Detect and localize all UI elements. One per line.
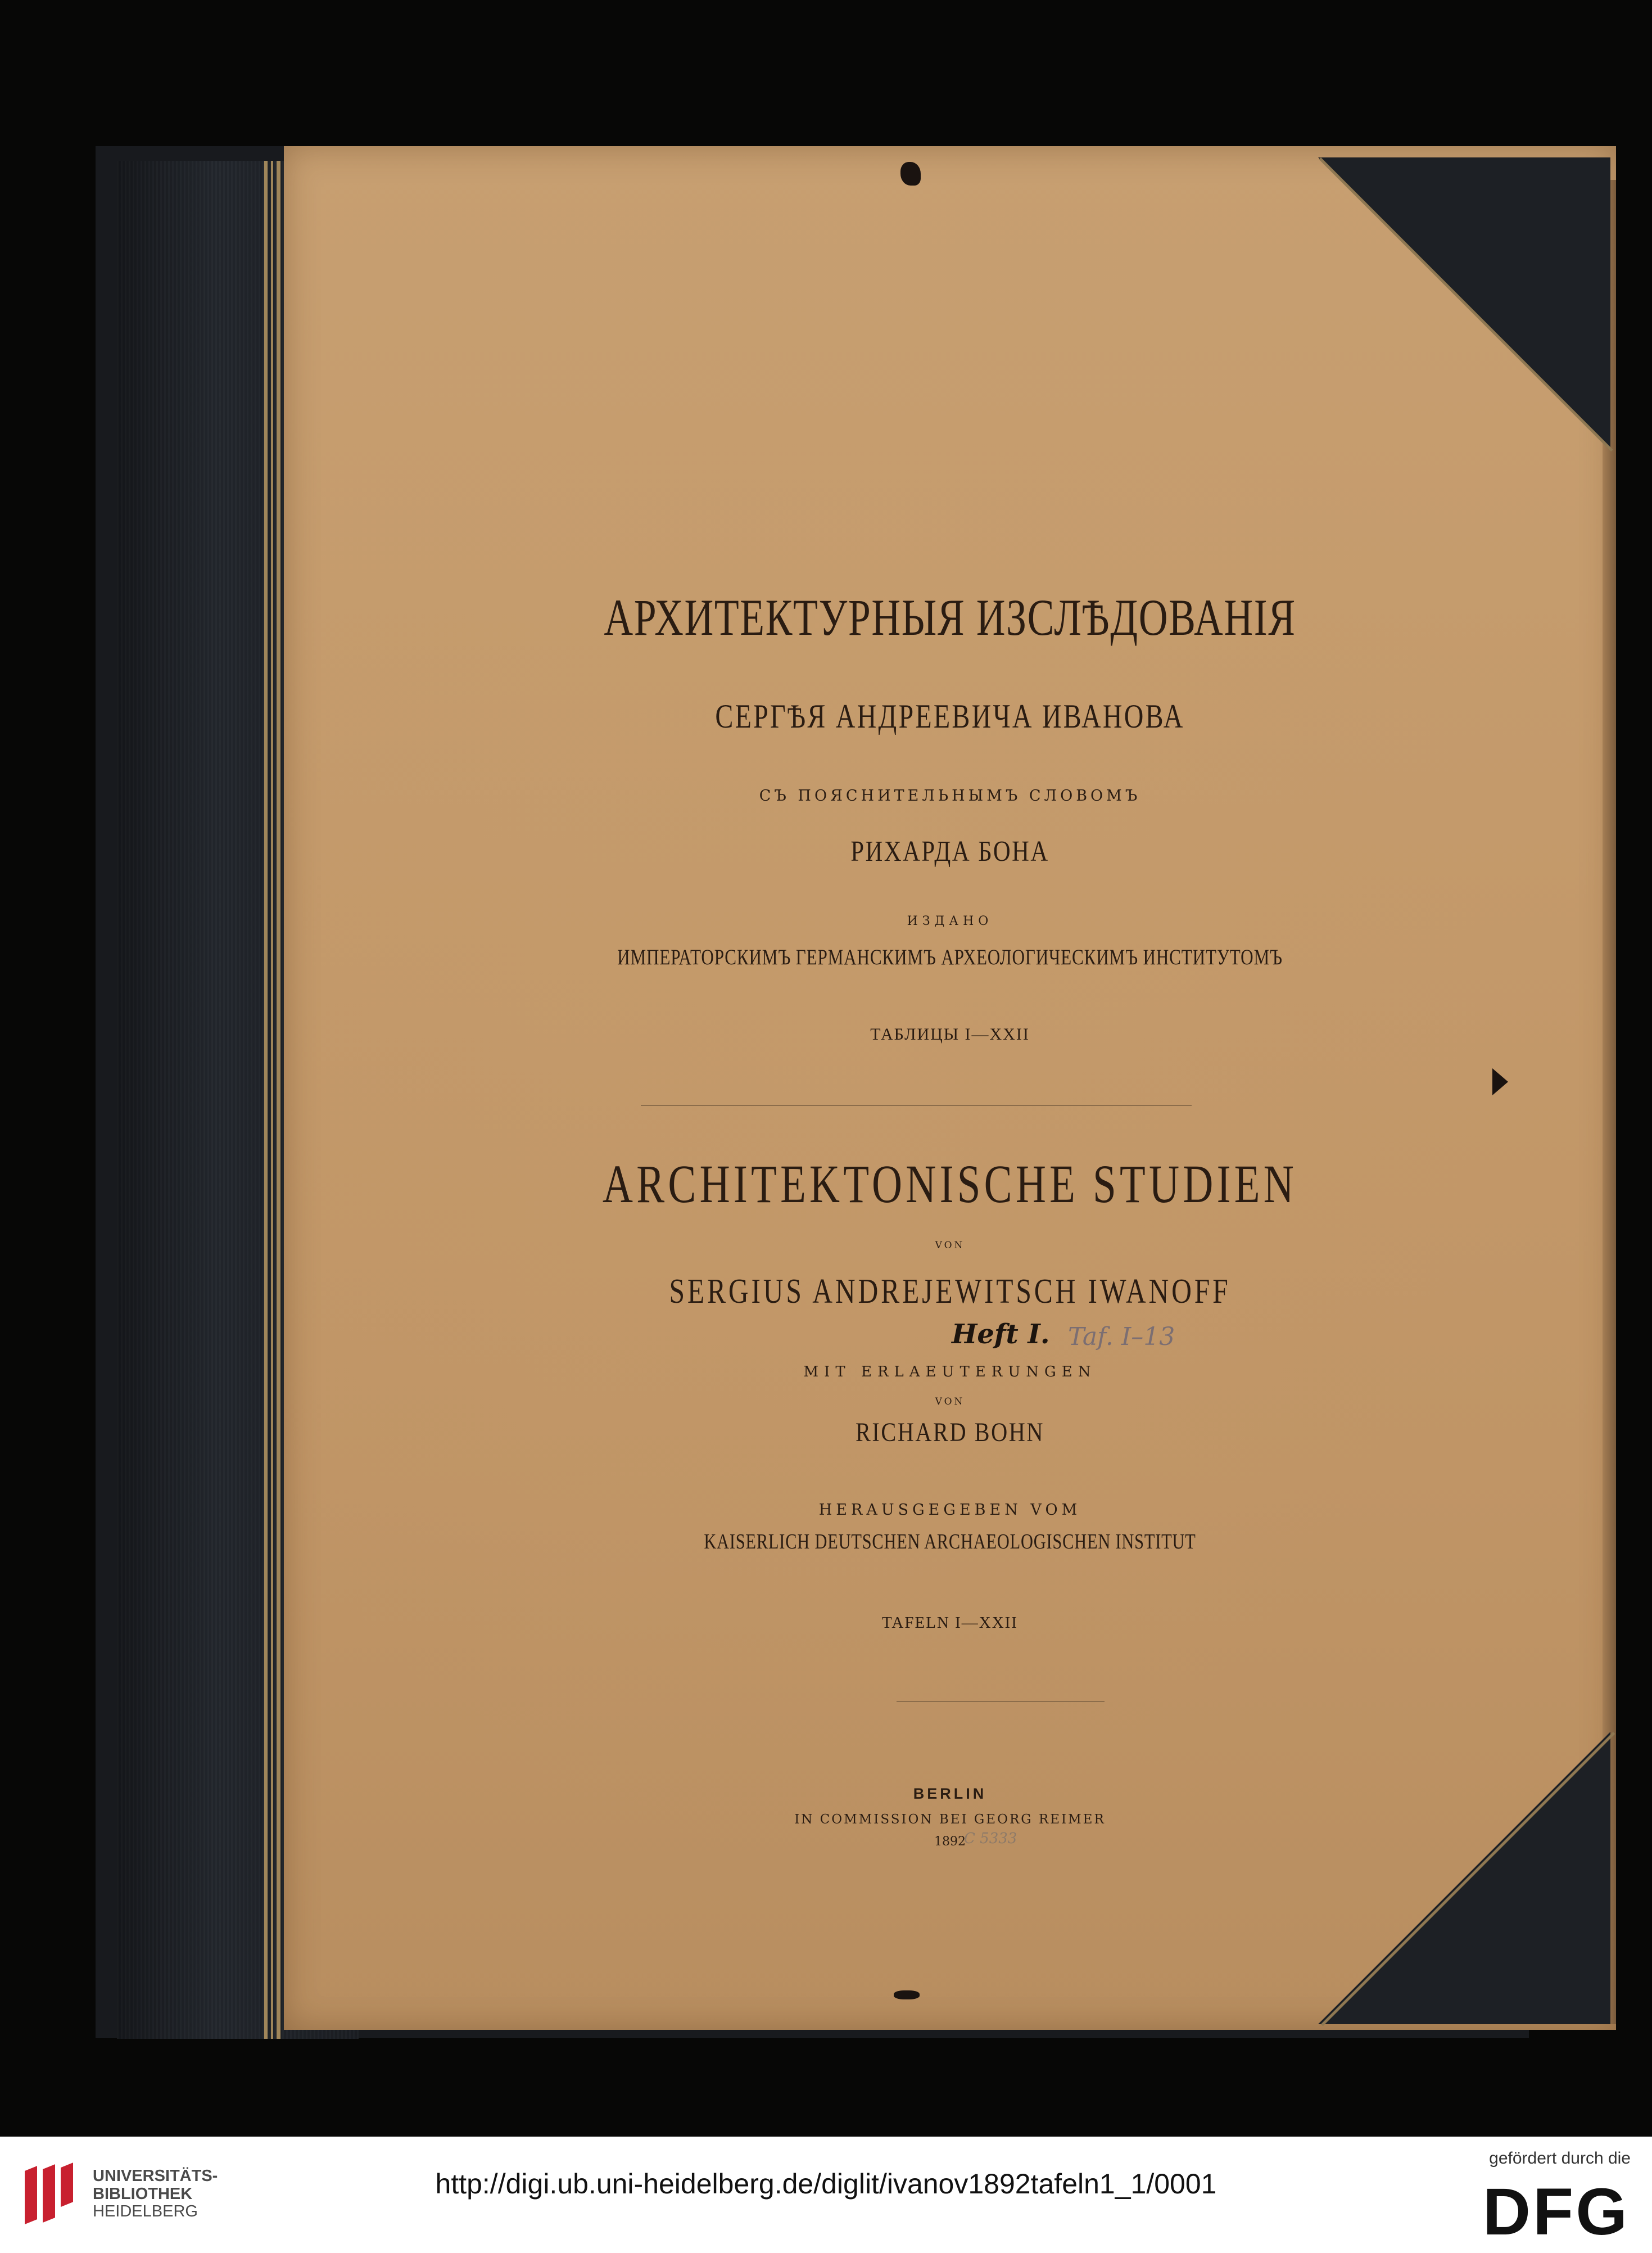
library-name-line3: HEIDELBERG [93,2202,198,2220]
imprint-year: 1892 [934,1835,966,1849]
ink-blot [900,162,921,186]
ink-blot [894,1990,920,1999]
german-von: VON [935,1396,965,1407]
funding-note: gefördert durch die [1489,2149,1631,2168]
german-author: SERGIUS ANDREJEWITSCH IWANOFF [669,1272,1231,1311]
imprint-city: BERLIN [913,1785,987,1802]
separator-rule [897,1701,1105,1702]
russian-institute: ИМПЕРАТОРСКИМЪ ГЕРМАНСКИМЪ АРХЕОЛОГИЧЕСКИМЪ ИНСТИТУТОМЪ [617,945,1283,969]
russian-with-text: СЪ ПОЯСНИТЕЛЬНЫМЪ СЛОВОМЪ [759,787,1141,805]
german-title: ARCHITEKTONISCHE STUDIEN [602,1154,1298,1214]
german-institute: KAISERLICH DEUTSCHEN ARCHAEOLOGISCHEN INSTITUT [704,1530,1196,1554]
library-name-line2: BIBLIOTHEK [93,2185,193,2203]
russian-title: АРХИТЕКТУРНЫЯ ИЗСЛѢДОВАНІЯ [604,589,1296,646]
gilt-line [271,161,273,2039]
imprint-publisher: IN COMMISSION BEI GEORG REIMER [794,1812,1106,1827]
permalink-url[interactable]: http://digi.ub.uni-heidelberg.de/diglit/ivanov1892tafeln1_1/0001 [435,2168,1217,2200]
handwritten-shelfmark: C 5333 [964,1830,1017,1847]
german-with-text: MIT ERLAEUTERUNGEN [803,1363,1097,1380]
german-plates: TAFELN I—XXII [882,1614,1018,1632]
handwritten-taf: Taf. I–13 [1068,1322,1175,1351]
gilt-line [277,161,280,2039]
handwritten-heft: Heft I. [952,1319,1050,1350]
dfg-logo[interactable]: DFG [1482,2175,1630,2249]
title-paper [284,146,1616,2030]
gilt-line [264,161,268,2039]
leather-corner-bottom [1318,1732,1610,2024]
german-published-label: HERAUSGEGEBEN VOM [818,1501,1081,1519]
german-editor: RICHARD BOHN [855,1417,1045,1447]
russian-published-label: ИЗДАНО [907,914,993,928]
german-von: VON [935,1240,965,1251]
russian-editor: РИХАРДА БОНА [850,836,1049,868]
viewer-footer [0,2137,1652,2253]
library-name-line1: UNIVERSITÄTS- [93,2167,218,2185]
separator-rule [641,1105,1192,1106]
russian-author: СЕРГѢЯ АНДРЕЕВИЧА ИВАНОВА [715,698,1185,735]
russian-plates: ТАБЛИЦЫ I—XXII [870,1025,1030,1044]
book-cover [96,146,1529,2038]
